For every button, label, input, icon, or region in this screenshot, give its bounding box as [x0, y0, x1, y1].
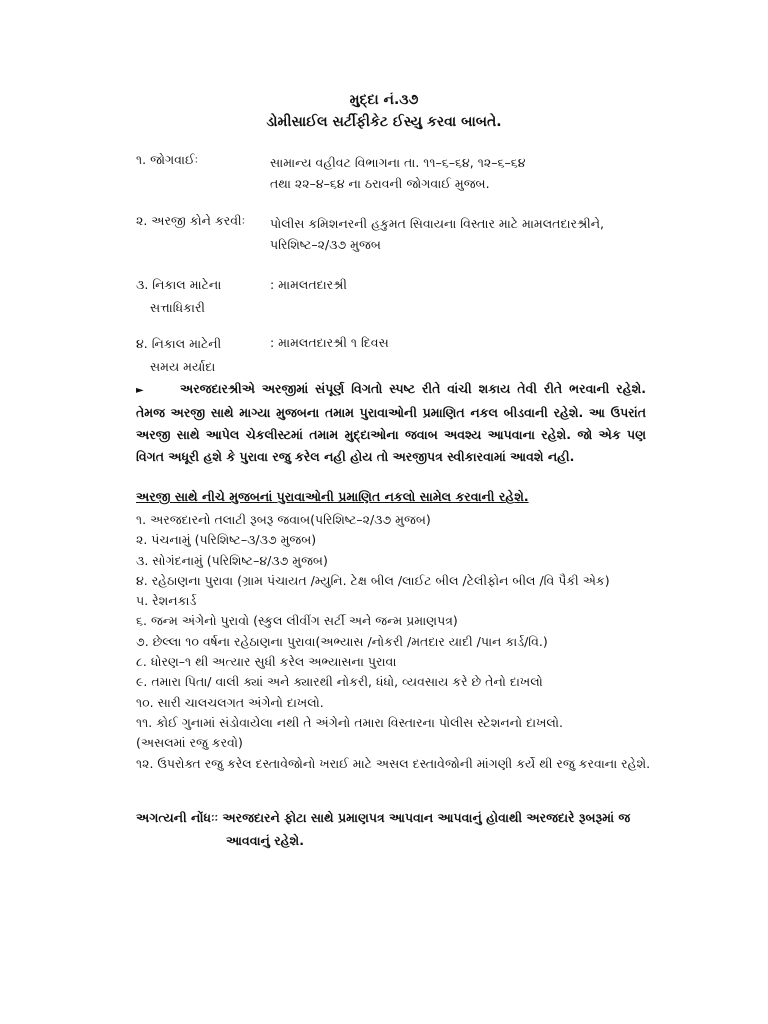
- important-note-line: આવવાનું રહેશે.: [226, 833, 304, 848]
- section-4-label-line: સમય મર્યાદા: [150, 359, 216, 374]
- section-2-value: [270, 213, 604, 255]
- section-2-value-line: પરિશિષ્ટ–૨/૩૭ મુજબ: [270, 237, 381, 252]
- bullet-arrow-icon: ►: [136, 385, 144, 396]
- important-note: [136, 806, 656, 852]
- list-item: ૧૦. સારી ચાલચલગત અંગેનો દાખલો.: [136, 694, 324, 710]
- requirements-heading: અરજી સાથે નીચે મુજબનાં પુરાવાઓની પ્રમાણિત નકલો સામેલ કરવાની રહેશે.: [136, 489, 529, 504]
- document-title: ડોમીસાઈલ સર્ટીફીકેટ ઈસ્યુ કરવા બાબતે.: [266, 114, 502, 130]
- section-4-label-line: ૪. નિકાલ માટેની: [136, 336, 222, 351]
- section-4-label: [136, 332, 221, 378]
- requirements-list: [136, 510, 650, 774]
- section-1-value-line: સામાન્ય વહીવટ વિભાગના તા. ૧૧–૬–૬૪, ૧૨–૬–૬૪: [270, 155, 526, 170]
- list-item: ૧૧. કોઈ ગુનામાં સંડોવાયેલા નથી તે અંગેનો તમારા વિસ્તારના પોલીસ સ્ટેશનનો દાખલો.: [136, 714, 563, 730]
- list-item: ૪. રહેઠાણના પુરાવા (ગ્રામ પંચાયત /મ્યુનિ. ટેક્ષ બીલ /લાઈટ બીલ /ટેલીફોન બીલ /વિ પૈકી એક): [136, 572, 610, 588]
- section-2-value-line: પોલીસ કમિશનરની હકુમત સિવાયના વિસ્તાર માટે મામલતદારશ્રીને,: [270, 216, 605, 231]
- section-1-label: ૧. જોગવાઈઃ: [136, 152, 199, 167]
- section-3-label-line: ૩. નિકાલ માટેના: [136, 277, 222, 292]
- list-item: ૧૨. ઉપરોક્ત રજુ કરેલ દસ્તાવેજોનો ખરાઈ માટે અસલ દસ્તાવેજોની માંગણી કર્યે થી રજુ કરવાના રહેશે.: [136, 755, 651, 771]
- section-1-value-line: તથા ૨૨–૪–૬૪ ના ઠરાવની જોગવાઈ મુજબ.: [270, 176, 490, 191]
- list-item: ૫. રેશનકાર્ડ: [136, 593, 197, 609]
- section-3-label-line: સત્તાધિકારી: [150, 300, 205, 315]
- instruction-paragraph: [136, 378, 646, 468]
- important-note-line: અગત્યની નોંધઃઃ અરજદારને ફોટા સાથે પ્રમાણપત્ર આપવાન આપવાનું હોવાથી અરજદારે રૂબરૂમાં જ: [136, 810, 631, 825]
- section-3-label: [136, 273, 221, 319]
- section-4-value: : મામલતદારશ્રી ૧ દિવસ: [270, 335, 389, 350]
- list-item: ૨. પંચનામું (પરિશિષ્ટ–૩/૩૭ મુજબ): [136, 532, 317, 548]
- list-item: ૬. જન્મ અંગેનો પુરાવો (સ્કુલ લીવીંગ સર્ટી અને જન્મ પ્રમાણપત્ર): [136, 613, 458, 629]
- section-2-label: ૨. અરજી કોને કરવીઃ: [136, 213, 246, 228]
- section-3-value: : મામલતદારશ્રી: [270, 277, 347, 292]
- list-item: ૯. તમારા પિતા/ વાલી ક્યાં અને ક્યારથી નોકરી, ધંધો, વ્યવસાય કરે છે તેનો દાખલો: [136, 674, 543, 690]
- section-1-value: [270, 152, 525, 194]
- list-item: ૩. સોગંદનામું (પરિશિષ્ટ–૪/૩૭ મુજબ): [136, 552, 328, 568]
- list-item: ૭. છેલ્લા ૧૦ વર્ષના રહેઠાણના પુરાવા(અભ્યાસ /નોકરી /મતદાર યાદી /પાન કાર્ડ/વિ.): [136, 633, 548, 649]
- list-item: ૮. ધોરણ–૧ થી અત્યાર સુધી કરેલ અભ્યાસના પુરાવા: [136, 654, 397, 670]
- instruction-text: અરજદારશ્રીએ અરજીમાં સંપૂર્ણ વિગતો સ્પષ્ટ રીતે વાંચી શકાય તેવી રીતે ભરવાની રહેશે. તેમજ અરજી સાથે માગ્યા મુજબના તમામ પુરાવાઓની પ્રમાણિત નકલ બીડવાની રહેશે. આ ઉપરાંત અરજી સાથે આપેલ ચેકલીસ્ટમાં તમામ મુદ્દાઓના જવાબ અવશ્ય આપવાના રહેશે. જો એક પણ વિગત અધૂરી હશે કે પુરાવા રજુ કરેલ નહી હોય તો અરજીપત્ર સ્વીકારવામાં આવશે નહી.: [136, 381, 646, 464]
- item-number-heading: મુદ્દા નં.૩૭: [349, 92, 419, 108]
- list-item: ૧. અરજદારનો તલાટી રૂબરૂ જવાબ(પરિશિષ્ટ–૨/૩૭ મુજબ): [136, 512, 431, 527]
- list-item: (અસલમાં રજુ કરવો): [136, 735, 243, 751]
